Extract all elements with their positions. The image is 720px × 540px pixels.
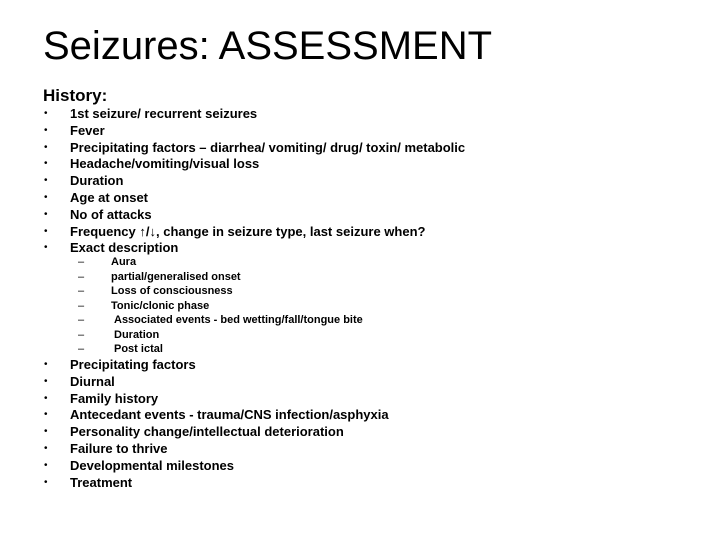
dash-icon: – — [78, 256, 85, 268]
list-item-text: Fever — [70, 122, 105, 138]
list-item-text: Diurnal — [70, 373, 115, 389]
bullet-icon: • — [44, 476, 48, 488]
bullet-icon: • — [44, 191, 48, 203]
bullet-icon: • — [44, 225, 48, 237]
bullet-icon: • — [44, 124, 48, 136]
dash-icon: – — [78, 285, 85, 297]
list-item-text: Age at onset — [70, 189, 149, 205]
bullet-icon: • — [44, 141, 48, 153]
list-item-text: 1st seizure/ recurrent seizures — [70, 106, 258, 121]
sublist-item-text: Tonic/clonic phase — [111, 299, 210, 312]
list-item-text: Family history — [70, 390, 159, 406]
dash-icon: – — [78, 299, 85, 312]
frequency-label: Frequency — [70, 223, 140, 239]
list-item-text: Exact description — [70, 240, 179, 256]
sublist-item-text: Post ictal — [114, 343, 163, 355]
bullet-icon: • — [44, 375, 48, 387]
list-item-text: No of attacks — [70, 206, 152, 222]
dash-icon: – — [78, 343, 85, 355]
list-item-text: Duration — [70, 173, 124, 189]
frequency-rest: , change in seizure type, last seizure when? — [155, 223, 426, 239]
bullet-icon: • — [44, 208, 48, 220]
bullet-icon: • — [44, 242, 48, 254]
bullet-icon: • — [44, 459, 48, 471]
arrow-down-icon: ↓ — [149, 223, 156, 239]
bullet-icon: • — [44, 158, 48, 170]
frequency-text — [70, 224, 425, 241]
arrow-up-icon: ↑ — [139, 223, 146, 239]
bullet-icon: • — [44, 409, 48, 421]
slide-title: Seizures: ASSESSMENT — [43, 24, 493, 68]
list-item-text: Treatment — [70, 474, 133, 490]
bullet-icon: • — [44, 392, 48, 404]
list-item-text: Personality change/intellectual deterioration — [70, 424, 344, 440]
dash-icon: – — [78, 270, 85, 283]
sublist-item-text: Aura — [111, 256, 137, 268]
sublist-item-text: Associated events - bed wetting/fall/tongue bite — [114, 314, 363, 326]
bullet-icon: • — [44, 426, 48, 438]
list-item-text: Failure to thrive — [70, 440, 168, 456]
bullet-icon: • — [44, 175, 48, 187]
bullet-icon: • — [44, 359, 48, 370]
frequency-slash: / — [145, 223, 150, 239]
list-item-text: Developmental milestones — [70, 457, 234, 473]
dash-icon: – — [78, 314, 85, 326]
sublist-item-text: partial/generalised onset — [111, 270, 241, 283]
sublist-item-text: Duration — [114, 328, 160, 341]
sublist-item-text: Loss of consciousness — [111, 285, 233, 297]
bullet-icon: • — [44, 108, 48, 119]
history-heading: History: — [43, 86, 108, 105]
list-item-text: Precipitating factors – diarrhea/ vomiting/ drug/ toxin/ metabolic — [70, 139, 466, 155]
dash-icon: – — [78, 328, 85, 341]
list-item-text: Precipitating factors — [70, 357, 196, 372]
list-item-text: Headache/vomiting/visual loss — [70, 156, 260, 172]
bullet-icon: • — [44, 442, 48, 454]
list-item-text: Antecedant events - trauma/CNS infection/asphyxia — [70, 407, 389, 423]
